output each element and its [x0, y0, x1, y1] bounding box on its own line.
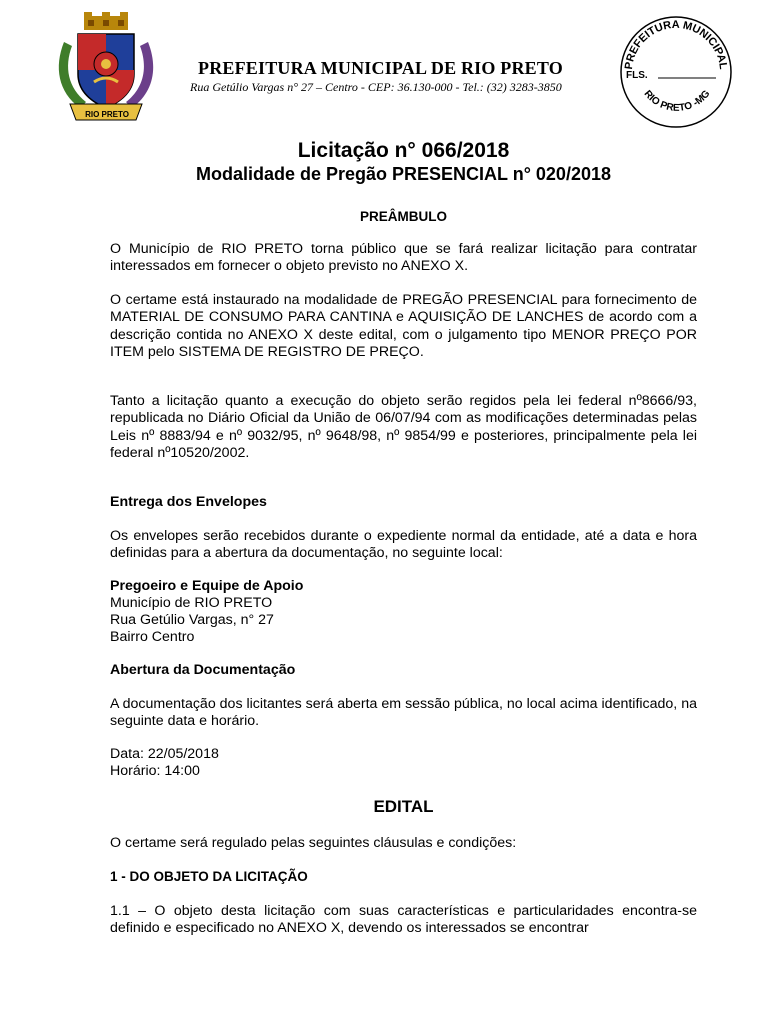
delivery-heading: Entrega dos Envelopes	[110, 494, 267, 510]
location-line: Rua Getúlio Vargas, n° 27	[110, 612, 274, 628]
preamble-paragraph-3: Tanto a licitação quanto a execução do objeto serão regidos pela lei federal nº8666/93, republicada no Diário Oficial da União de 06/07/94 com as modificações determinadas pelas Leis nº 8883/94 e nº 9032/95, nº 9648/98, nº 9854/99 e posteriores, principalmente pela lei federal nº10520/2002.	[110, 393, 697, 462]
bid-title: Licitação n° 066/2018	[297, 139, 510, 162]
coat-of-arms-label: RIO PRETO	[85, 110, 129, 119]
location-line: Município de RIO PRETO	[110, 595, 273, 611]
section-1-heading: 1 - DO OBJETO DA LICITAÇÃO	[110, 869, 308, 884]
bid-modality: Modalidade de Pregão PRESENCIAL n° 020/2018	[195, 164, 611, 184]
stamp-top-text: PREFEITURA MUNICIPAL	[622, 18, 729, 71]
header-title: PREFEITURA MUNICIPAL DE RIO PRETO	[198, 58, 563, 78]
stamp-middle-text: FLS.	[626, 70, 648, 81]
section-1-text: 1.1 – O objeto desta licitação com suas características e particularidades encontra-se definido e especificado no ANEXO X, devendo os interessados se encontrar	[110, 903, 697, 937]
opening-time: Horário: 14:00	[110, 763, 200, 779]
coat-of-arms-logo	[50, 12, 162, 124]
preamble-paragraph-2: O certame está instaurado na modalidade de PREGÃO PRESENCIAL para fornecimento de MATERIAL DE CONSUMO PARA CANTINA e AQUISIÇÃO DE LANCHES de acordo com a descrição contida no ANEXO X deste edital, com o julgamento tipo MENOR PREÇO POR ITEM pelo SISTEMA DE REGISTRO DE PREÇO.	[110, 292, 697, 361]
header-address: Rua Getúlio Vargas n° 27 – Centro - CEP: 36.130-000 - Tel.: (32) 3283-3850	[190, 80, 562, 94]
opening-text: A documentação dos licitantes será aberta em sessão pública, no local acima identificado, na seguinte data e horário.	[110, 696, 697, 730]
edital-heading: EDITAL	[373, 797, 434, 816]
opening-date: Data: 22/05/2018	[110, 746, 219, 762]
edital-intro: O certame será regulado pelas seguintes cláusulas e condições:	[110, 835, 517, 851]
opening-heading: Abertura da Documentação	[110, 662, 296, 678]
stamp-bottom-text: RIO PRETO -MG	[641, 88, 713, 114]
svg-text:PREFEITURA MUNICIPAL	[623, 19, 729, 70]
location-heading: Pregoeiro e Equipe de Apoio	[110, 578, 304, 594]
preamble-heading: PREÂMBULO	[360, 209, 447, 224]
preamble-paragraph-1: O Município de RIO PRETO torna público que se fará realizar licitação para contratar interessados em fornecer o objeto previsto no ANEXO X.	[110, 241, 697, 275]
svg-text:RIO PRETO -MG	[642, 88, 713, 114]
delivery-text: Os envelopes serão recebidos durante o expediente normal da entidade, até a data e hora definidas para a abertura da documentação, no seguinte local:	[110, 528, 697, 562]
location-line: Bairro Centro	[110, 629, 195, 645]
